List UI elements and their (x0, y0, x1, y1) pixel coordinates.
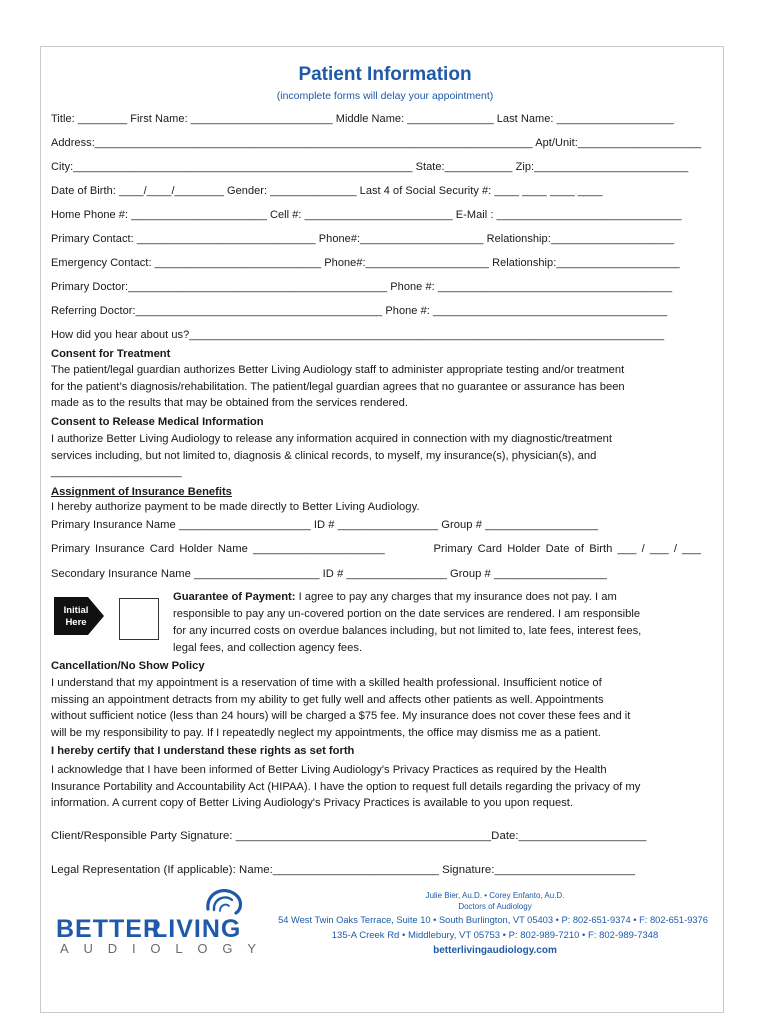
text-line: for the patient’s diagnosis/rehabilitation. The patient/legal guardian agrees that no guarantee or assurance has been (51, 380, 625, 393)
text-line: will be my responsibility to pay. If I repeatedly neglect my appointments, the office may dismiss me as a patient. (51, 726, 601, 739)
insurance-heading: Assignment of Insurance Benefits (51, 486, 232, 498)
logo-letter: D (107, 941, 118, 956)
consent-treatment-text (51, 362, 701, 412)
text-line: missing an appointment detracts from my ability to get fully well and affects other patients as well. Appointments (51, 693, 604, 706)
emergency-contact-row[interactable]: Emergency Contact: ___________________________ Phone#:____________________ Relationship:____________________ (51, 257, 680, 269)
primary-doctor-row[interactable]: Primary Doctor:__________________________________________ Phone #: ______________________________________ (51, 281, 673, 293)
text-line: Insurance Portability and Accountability Act (HIPAA). I have the option to request full details regarding the privacy of my (51, 780, 641, 793)
client-signature-row[interactable]: Client/Responsible Party Signature: ________________________________________Date:____________________ (51, 830, 647, 842)
release-recipient-field[interactable]: _____________________ (51, 466, 182, 479)
logo-living: LIVING (152, 915, 242, 943)
text-line: for any incurred costs on overdue balances including, but not limited to, late fees, interest fees, (173, 625, 642, 637)
referring-doctor-row[interactable]: Referring Doctor:________________________________________ Phone #: ______________________________________ (51, 305, 668, 317)
text-line: The patient/legal guardian authorizes Better Living Audiology staff to administer appropriate testing and/or treatment (51, 364, 625, 376)
logo-letter: L (175, 941, 183, 956)
certify-text (51, 762, 701, 812)
guarantee-text (173, 589, 703, 657)
here-label: Here (65, 617, 87, 628)
doctors-title: Doctors of Audiology (458, 902, 532, 911)
primary-insurance-row[interactable]: Primary Insurance Name _____________________ ID # ________________ Group # __________________ (51, 519, 599, 531)
text-line: I agree to pay any charges that my insurance does not pay. I am (295, 591, 617, 603)
initial-label: Initial (63, 605, 89, 616)
doctors-names: Julie Bier, Au.D. • Corey Enfanto, Au.D. (425, 891, 565, 900)
text-line: I acknowledge that I have been informed of Better Living Audiology's Privacy Practices as required by the Health (51, 764, 607, 776)
logo-letter: A (60, 941, 69, 956)
initial-here-arrow-icon (54, 591, 104, 641)
secondary-insurance-row[interactable]: Secondary Insurance Name ____________________ ID # ________________ Group # __________________ (51, 568, 607, 580)
logo-letter: O (197, 941, 208, 956)
text-line: responsible to pay any un-covered portion on the date services are rendered. I am responsible (173, 608, 641, 620)
office-address-middlebury: 135-A Creek Rd • Middlebury, VT 05753 • P: 802-989-7210 • F: 802-989-7348 (331, 930, 659, 941)
logo-better: BETTER (56, 915, 162, 943)
logo-letter: I (131, 941, 136, 956)
office-address-south-burlington: 54 West Twin Oaks Terrace, Suite 10 • South Burlington, VT 05403 • P: 802-651-9374 • F: 802-651-9376 (278, 915, 708, 925)
address-fields-row[interactable]: Address:_______________________________________________________________________ Apt/Unit:____________________ (51, 137, 702, 149)
text-line: legal fees, and collection agency fees. (173, 642, 363, 654)
card-holder-dob-field[interactable]: Primary Card Holder Date of Birth ___ / ___ / ___ (433, 543, 701, 555)
text-line: services including, but not limited to, diagnosis & clinical records, to myself, my insurance(s), physician(s), and (51, 449, 597, 462)
card-holder-name-field[interactable]: Primary Insurance Card Holder Name _____________________ (51, 543, 385, 555)
logo-audiology (60, 941, 256, 956)
dob-fields-row[interactable]: Date of Birth: ____/____/________ Gender: ______________ Last 4 of Social Security #: ____ ____ ____ ____ (51, 185, 603, 197)
consent-treatment-heading: Consent for Treatment (51, 348, 171, 360)
card-holder-row[interactable] (51, 543, 701, 555)
text-line: made as to the results that may be obtained from the services rendered. (51, 397, 408, 410)
page-subtitle: (incomplete forms will delay your appointment) (276, 90, 494, 102)
logo-letter: Y (247, 941, 256, 956)
phone-fields-row[interactable]: Home Phone #: ______________________ Cell #: ________________________ E-Mail : ______________________________ (51, 209, 682, 221)
guarantee-heading: Guarantee of Payment: (173, 591, 296, 603)
city-fields-row[interactable]: City:_______________________________________________________ State:___________ Zip:_________________________ (51, 161, 689, 173)
insurance-authorization-text: I hereby authorize payment to be made directly to Better Living Audiology. (51, 501, 420, 513)
referral-source-row[interactable]: How did you hear about us?_____________________________________________________________________________ (51, 329, 665, 341)
legal-representation-row[interactable]: Legal Representation (If applicable): Name:__________________________ Signature:______________________ (51, 864, 635, 876)
primary-contact-row[interactable]: Primary Contact: _____________________________ Phone#:____________________ Relationship:____________________ (51, 233, 675, 245)
logo-letter: U (83, 941, 93, 956)
page-title: Patient Information (298, 64, 472, 85)
cancellation-text (51, 675, 701, 741)
initial-input-box[interactable] (119, 598, 159, 640)
text-line: I understand that my appointment is a reservation of time with a skilled health professional. Insufficient notice of (51, 677, 602, 689)
certify-heading: I hereby certify that I understand these rights as set forth (51, 745, 355, 757)
text-line: without sufficient notice (less than 24 hours) will be charged a $75 fee. My insurance does not cover these fees and it (51, 710, 631, 723)
logo-letter: G (222, 941, 233, 956)
consent-release-text (51, 431, 701, 481)
text-line: information. A current copy of Better Living Audiology's Privacy Practices is available to you upon request. (51, 797, 574, 810)
website-link[interactable]: betterlivingaudiology.com (433, 945, 557, 956)
name-fields-row[interactable]: Title: ________ First Name: _______________________ Middle Name: ______________ Last Name: ___________________ (51, 113, 674, 125)
cancellation-heading: Cancellation/No Show Policy (51, 660, 205, 672)
logo-letter: O (150, 941, 161, 956)
consent-release-heading: Consent to Release Medical Information (51, 416, 264, 428)
text-line: I authorize Better Living Audiology to release any information acquired in connection with my diagnostic/treatment (51, 433, 612, 445)
